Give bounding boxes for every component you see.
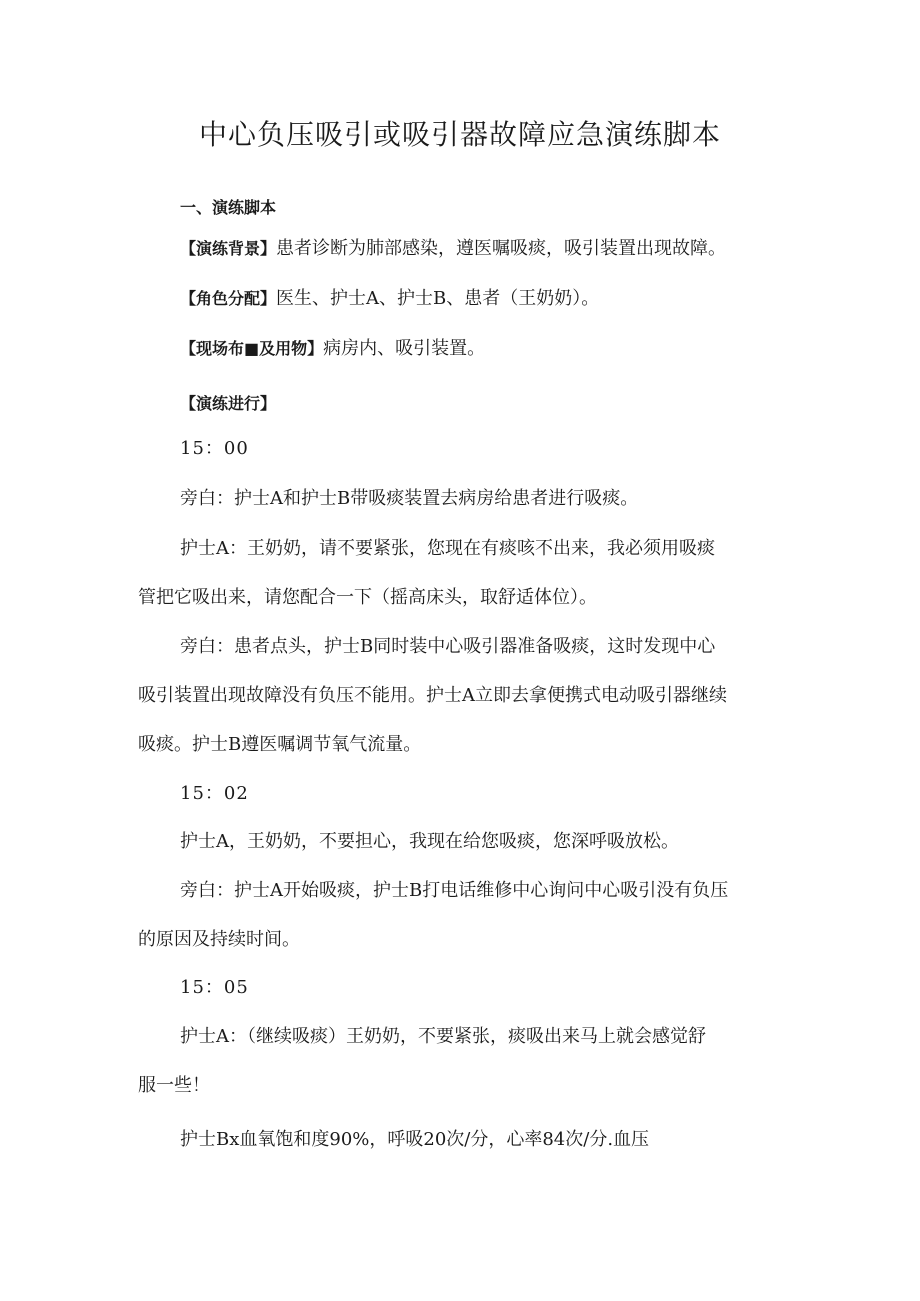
- time-stamp: 15：02: [180, 783, 249, 804]
- script-line-continued: 吸引装置出现故障没有负压不能用。护士A立即去拿便携式电动吸引器继续: [138, 685, 727, 706]
- script-line: 护士A：王奶奶，请不要紧张，您现在有痰咳不出来，我必须用吸痰: [180, 538, 715, 559]
- roles-label: 【角色分配】: [180, 289, 277, 308]
- roles-paragraph: [180, 284, 599, 314]
- section-heading: 一、演练脚本: [180, 198, 277, 217]
- script-line-continued: 服一些！: [138, 1075, 210, 1096]
- background-paragraph: [180, 234, 726, 264]
- background-label: 【演练背景】: [180, 239, 277, 258]
- script-line: 旁白：护士A开始吸痰，护士B打电话维修中心询问中心吸引没有负压: [180, 880, 729, 901]
- script-line-continued: 管把它吸出来，请您配合一下（摇高床头，取舒适体位）。: [138, 587, 597, 608]
- script-line-continued: 吸痰。护士B遵医嘱调节氧气流量。: [138, 734, 422, 755]
- script-line: 护士Bx血氧饱和度90%，呼吸20次/分，心率84次/分.血压: [180, 1129, 650, 1150]
- script-line-continued: 的原因及持续时间。: [138, 929, 300, 950]
- scene-text: 病房内、吸引装置。: [323, 338, 486, 359]
- time-stamp: 15：00: [180, 438, 249, 459]
- script-line: 护士A：（继续吸痰）王奶奶，不要紧张，痰吸出来马上就会感觉舒: [180, 1026, 706, 1047]
- roles-text: 医生、护士A、护士B、患者（王奶奶）。: [276, 288, 600, 309]
- scene-label: 【现场布■及用物】: [180, 339, 324, 358]
- document-title: 中心负压吸引或吸引器故障应急演练脚本: [198, 118, 721, 151]
- script-line: 旁白：护士A和护士B带吸痰装置去病房给患者进行吸痰。: [180, 488, 639, 509]
- time-stamp: 15：05: [180, 977, 249, 998]
- background-text: 患者诊断为肺部感染，遵医嘱吸痰，吸引装置出现故障。: [276, 238, 727, 259]
- script-line: 护士A，王奶奶，不要担心，我现在给您吸痰，您深呼吸放松。: [180, 831, 679, 852]
- scene-paragraph: [180, 334, 485, 364]
- script-line: 旁白：患者点头，护士B同时装中心吸引器准备吸痰，这时发现中心: [180, 636, 716, 657]
- progress-label: 【演练进行】: [180, 394, 277, 413]
